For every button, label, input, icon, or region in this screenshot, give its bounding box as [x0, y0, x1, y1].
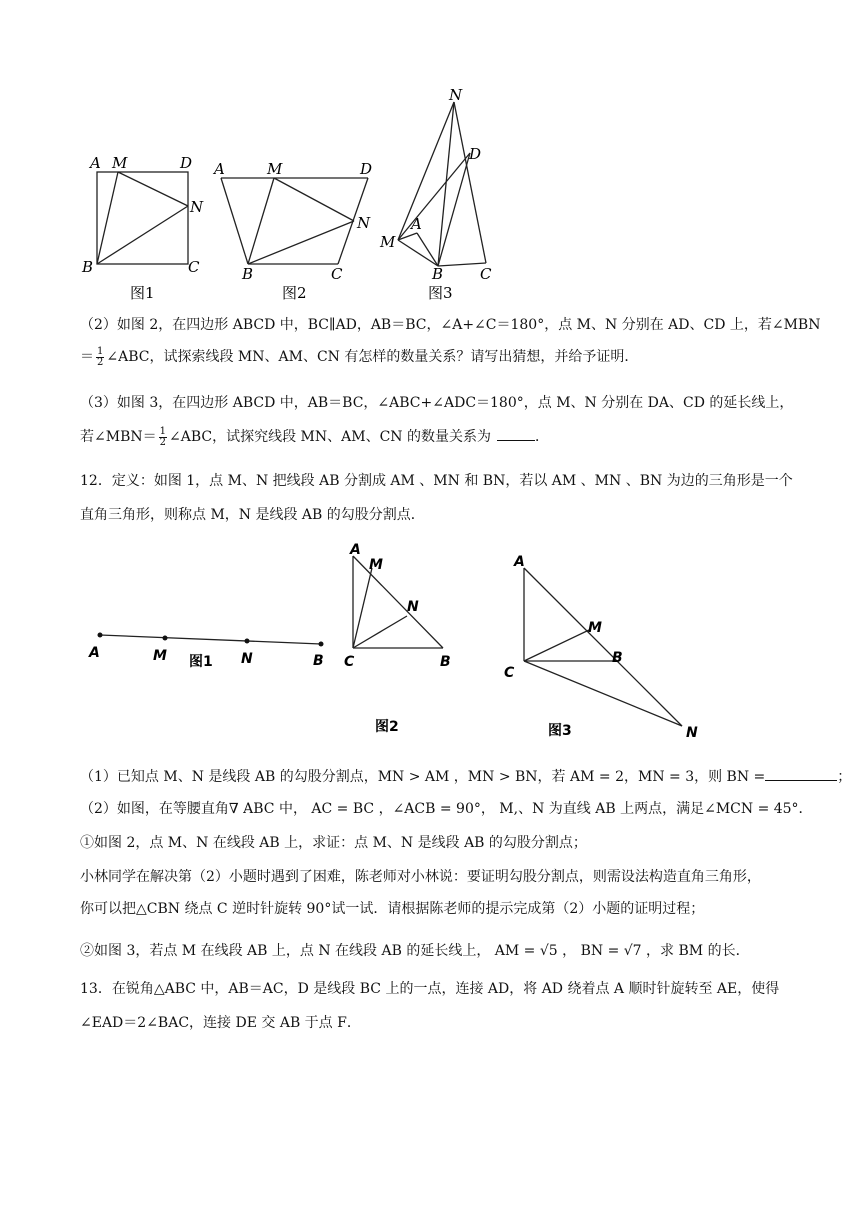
label-M: M: [380, 233, 396, 251]
answer-blank[interactable]: [497, 428, 535, 441]
label-B: B: [612, 650, 623, 666]
label-B: B: [432, 265, 444, 283]
q11-part2-text: ∠ABC，试探索线段 MN、AM、CN 有怎样的数量关系？请写出猜想，并给予证明．: [106, 349, 639, 365]
q13-line2: ∠EAD＝2∠BAC，连接 DE 交 AB 于点 F．: [80, 1015, 361, 1031]
label-A: A: [89, 645, 100, 661]
label-M: M: [369, 557, 383, 573]
figure-11-3: [375, 85, 515, 310]
label-M: M: [153, 648, 167, 664]
q13-line1: 13．在锐角△ABC 中，AB＝AC，D 是线段 BC 上的一点，连接 AD，将 AD 绕着点 A 顺时针旋转至 AE，使得: [80, 981, 780, 997]
label-M: M: [112, 154, 128, 172]
label-N: N: [357, 214, 371, 232]
figure-11-2: [210, 150, 385, 310]
figure-caption: 图2: [282, 284, 307, 302]
q12-part1: （1）已知点 M、N 是线段 AB 的勾股分割点，MN > AM ，MN > BN，若 AM = 2，MN = 3，则 BN = ；: [80, 769, 852, 785]
label-B: B: [313, 653, 324, 669]
fraction-half: $\frac{1}{2}$: [97, 345, 104, 368]
figure-caption: 图3: [548, 723, 572, 739]
label-N: N: [407, 599, 419, 615]
label-M: M: [588, 620, 602, 636]
figure-caption: 图2: [375, 719, 399, 735]
q12-part2: （2）如图，在等腰直角∇ ABC 中， AC = BC ，∠ACB = 90°， M,、N 为直线 AB 上两点，满足∠MCN = 45°．: [80, 801, 813, 817]
label-N: N: [241, 651, 253, 667]
label-C: C: [331, 265, 343, 283]
figure-12-3: [498, 550, 713, 745]
figure-12-2: [340, 540, 465, 740]
label-N: N: [190, 198, 204, 216]
answer-blank[interactable]: [765, 768, 837, 781]
figure-11-1: [80, 150, 210, 310]
label-C: C: [504, 665, 515, 681]
q11-part3-line1: （3）如图 3，在四边形 ABCD 中，AB＝BC，∠ABC+∠ADC＝180°，点 M、N 分别在 DA、CD 的延长线上，: [80, 395, 794, 411]
label-A: A: [214, 160, 225, 178]
q12-hint-line1: 小林同学在解决第（2）小题时遇到了困难，陈老师对小林说：要证明勾股分割点，则需设法构造直角三角形，: [80, 869, 761, 885]
q11-part3-line2: 若∠MBN＝ $\frac{1}{2}$ ∠ABC，试探究线段 MN、AM、CN 的数量关系为 ．: [80, 425, 549, 448]
figure-caption: 图1: [189, 654, 213, 670]
label-A: A: [90, 154, 101, 172]
label-C: C: [480, 265, 492, 283]
label-C: C: [344, 654, 355, 670]
label-N: N: [686, 725, 698, 741]
figure-caption: 图3: [428, 284, 453, 302]
label-B: B: [82, 258, 94, 276]
figure-12-1: [85, 620, 335, 680]
q12-definition-line2: 直角三角形，则称点 M，N 是线段 AB 的勾股分割点．: [80, 507, 425, 523]
label-B: B: [242, 265, 254, 283]
label-M: M: [267, 160, 283, 178]
figure-caption: 图1: [130, 284, 155, 302]
q12-part2-sub1: ①如图 2，点 M、N 在线段 AB 上，求证：点 M、N 是线段 AB 的勾股分割点；: [80, 835, 587, 851]
label-D: D: [360, 160, 373, 178]
label-D: D: [180, 154, 193, 172]
equals-sign: ＝: [80, 349, 94, 365]
label-N: N: [449, 86, 463, 104]
q12-hint-line2: 你可以把△CBN 绕点 C 逆时针旋转 90°试一试．请根据陈老师的提示完成第（2）小题的证明过程；: [80, 901, 705, 917]
q11-part2-line2: [80, 346, 815, 368]
fraction-half: $\frac{1}{2}$: [159, 425, 166, 448]
label-B: B: [440, 654, 451, 670]
label-A: A: [411, 215, 422, 233]
label-D: D: [469, 145, 482, 163]
q11-part2-line1: （2）如图 2，在四边形 ABCD 中，BC∥AD，AB＝BC，∠A+∠C＝180°，点 M、N 分别在 AD、CD 上，若∠MBN: [80, 317, 821, 333]
label-A: A: [350, 542, 361, 558]
q12-part2-sub2: ②如图 3，若点 M 在线段 AB 上，点 N 在线段 AB 的延长线上， AM = √5 ， BN = √7 ，求 BM 的长．: [80, 943, 750, 959]
label-A: A: [514, 554, 525, 570]
label-C: C: [188, 258, 200, 276]
q12-definition-line1: 12．定义：如图 1，点 M、N 把线段 AB 分割成 AM 、MN 和 BN，若以 AM 、MN 、BN 为边的三角形是一个: [80, 473, 793, 489]
